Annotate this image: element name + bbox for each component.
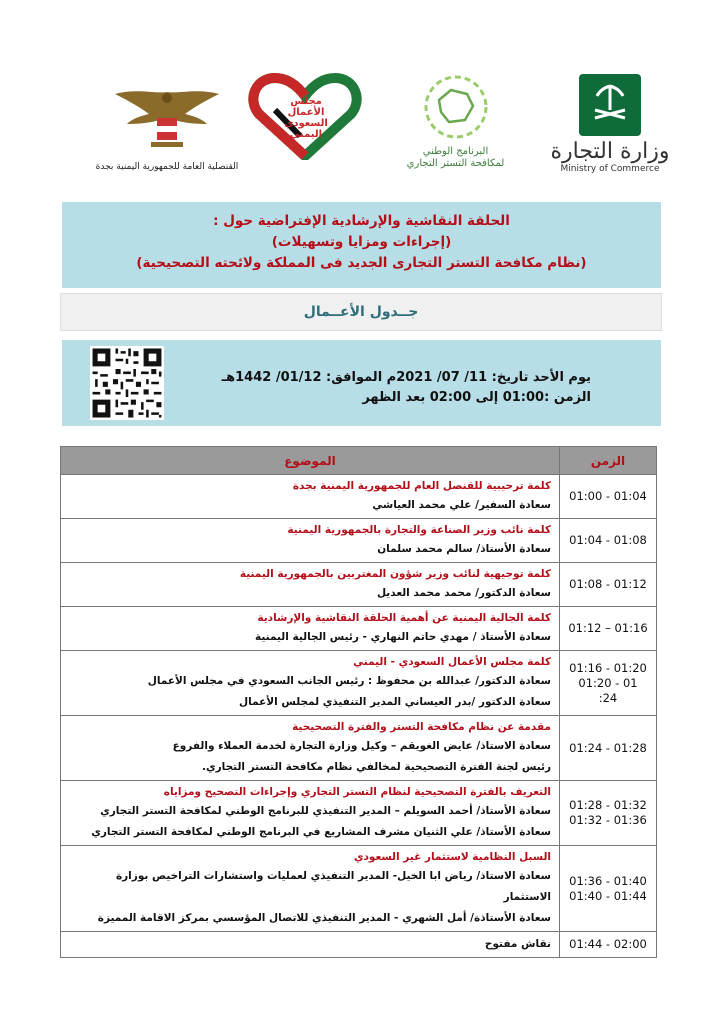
speaker-line: رئيس لجنة الفترة التصحيحية لمخالفي نظام مكافحة التستر التجاري. xyxy=(202,761,551,773)
topic-title: كلمة ترحيبية للقنصل العام للجمهورية اليمنية بجدة xyxy=(292,480,551,492)
topic-cell xyxy=(61,781,560,846)
topic-title: السبل النظامية لاستثمار غير السعودي xyxy=(353,851,551,863)
title-line-2: (إجراءات ومزايا وتسهيلات) xyxy=(271,234,452,250)
yemen-caption: القنصلية العامة للجمهورية اليمنية بجدة xyxy=(95,162,239,172)
header-topic: الموضوع xyxy=(61,447,560,475)
speaker-line: سعادة الدكتور/ محمد محمد العديل xyxy=(376,587,551,599)
speaker-line: نقاش مفتوح xyxy=(484,938,551,950)
speaker-line: سعادة الأستاذة/ أمل الشهري - المدير التنفيذي للاتصال المؤسسي بمركز الاقامة المميزة xyxy=(97,912,551,924)
date-line: يوم الأحد تاريخ: 11/ 07/ 2021م الموافق: 01/12/ 1442هـ xyxy=(221,370,591,385)
topic-cell xyxy=(61,475,560,519)
palm-swords-icon xyxy=(579,74,641,136)
eagle-emblem-icon xyxy=(107,84,227,154)
time-cell xyxy=(560,781,657,846)
agenda-table xyxy=(60,446,657,958)
topic-cell xyxy=(61,846,560,932)
agenda-body xyxy=(61,475,657,958)
time-slot: 01:16 - 01:20 xyxy=(569,660,647,675)
table-row xyxy=(61,781,657,846)
logos-row xyxy=(0,62,720,187)
speaker-line: سعادة السفير/ علي محمد العياشي xyxy=(372,499,551,511)
table-header-row xyxy=(61,447,657,475)
business-council-logo xyxy=(245,70,365,164)
time-cell xyxy=(560,607,657,651)
time-slot: 01:20 - 01 :24 xyxy=(578,675,638,705)
table-row xyxy=(61,475,657,519)
topic-cell xyxy=(61,716,560,781)
moc-arabic-name: وزارة التجارة xyxy=(550,139,670,164)
time-cell xyxy=(560,932,657,958)
topic-title: كلمة الجالية اليمنية عن أهمية الحلقة النقاشية والإرشادية xyxy=(257,612,551,624)
moc-english-name: Ministry of Commerce xyxy=(560,164,660,174)
time-slot: 01:28 - 01:32 xyxy=(569,798,647,812)
table-row xyxy=(61,519,657,563)
speaker-line: سعادة الأستاذ/ أحمد السويلم – المدير التنفيذي للبرنامج الوطني لمكافحة التستر التجاري xyxy=(100,805,551,817)
agenda-title: جــدول الأعــمال xyxy=(303,304,419,320)
time-cell xyxy=(560,846,657,932)
title-line-3: (نظام مكافحة التستر التجارى الجديد فى المملكة ولائحته التصحيحية) xyxy=(136,255,587,271)
time-slot: 01:40 - 01:44 xyxy=(569,888,647,903)
time-slot: 01:32 - 01:36 xyxy=(569,813,647,827)
council-text: مجلس الأعمال السعودي اليمني xyxy=(284,96,328,140)
time-slot: 01:24 - 01:28 xyxy=(569,740,647,755)
time-slot: 01:12 – 01:16 xyxy=(568,621,648,635)
time-slot: 01:36 - 01:40 xyxy=(569,873,647,888)
time-slot: 01:08 - 01:12 xyxy=(569,577,647,591)
speaker-line: سعادة الاستاذ/ عايض الغويقم – وكيل وزارة التجارة لخدمة العملاء والفروع xyxy=(172,740,551,752)
table-row xyxy=(61,846,657,932)
speaker-line: سعادة الأستاذ/ علي الثنيان مشرف المشاريع في البرنامج الوطني لمكافحة التستر التجاري xyxy=(91,826,551,838)
program-caption-1: البرنامج الوطني xyxy=(422,146,489,157)
date-box xyxy=(62,340,661,426)
time-range-line: الزمن :01:00 إلى 02:00 بعد الظهر xyxy=(362,390,591,405)
title-line-1: الحلقة النقاشية والإرشادية الإفتراضية حول : xyxy=(213,213,510,229)
topic-cell xyxy=(61,651,560,716)
table-row xyxy=(61,563,657,607)
table-row xyxy=(61,932,657,958)
time-cell xyxy=(560,563,657,607)
speaker-line: سعادة الاستاذ/ رياض ابا الخيل- المدير التنفيذي لعمليات واستشارات التراخيص بوزارة الاستثمار xyxy=(115,870,551,903)
topic-cell xyxy=(61,932,560,958)
speaker-line: سعادة الأستاذ/ سالم محمد سلمان xyxy=(377,543,551,555)
time-cell xyxy=(560,519,657,563)
agenda-heading-box xyxy=(60,293,662,331)
topic-title: كلمة مجلس الأعمال السعودي - اليمني xyxy=(353,656,551,668)
ministry-of-commerce-logo xyxy=(540,74,680,174)
table-row xyxy=(61,716,657,781)
yemen-emblem-logo xyxy=(92,84,242,172)
topic-title: كلمة نائب وزير الصناعة والتجارة بالجمهورية اليمنية xyxy=(287,524,551,536)
header-time: الزمن xyxy=(560,447,657,475)
speaker-line: سعادة الأستاذ / مهدي حاتم النهاري - رئيس الجالية اليمنية xyxy=(255,631,551,643)
time-cell xyxy=(560,475,657,519)
speaker-line: سعادة الدكتور /بدر العيساني المدير التنفيذي لمجلس الأعمال xyxy=(239,696,551,708)
date-lines xyxy=(222,368,591,408)
topic-title: كلمة توجيهية لنائب وزير شؤون المغتربين بالجمهورية اليمنية xyxy=(239,568,551,580)
table-row xyxy=(61,607,657,651)
time-slot: 01:04 - 01:08 xyxy=(569,533,647,547)
topic-title: التعريف بالفترة التصحيحية لنظام التستر التجاري وإجراءات التصحيح ومزاياه xyxy=(163,786,551,798)
topic-cell xyxy=(61,607,560,651)
time-slot: 01:44 - 02:00 xyxy=(569,937,647,951)
topic-cell xyxy=(61,519,560,563)
speaker-line: سعادة الدكتور/ عبدالله بن محفوظ : رئيس الجانب السعودي في مجلس الأعمال xyxy=(147,675,551,687)
topic-title: مقدمة عن نظام مكافحة التستر والفترة التصحيحية xyxy=(292,721,551,733)
qr-code-icon xyxy=(90,346,164,420)
time-slot: 01:00 - 01:04 xyxy=(569,489,647,503)
title-box xyxy=(62,202,661,288)
topic-cell xyxy=(61,563,560,607)
saudi-map-icon xyxy=(421,72,491,142)
program-caption-2: لمكافحة التستر التجاري xyxy=(406,158,505,169)
national-program-logo xyxy=(383,72,528,170)
time-cell xyxy=(560,716,657,781)
time-cell xyxy=(560,651,657,716)
table-row xyxy=(61,651,657,716)
